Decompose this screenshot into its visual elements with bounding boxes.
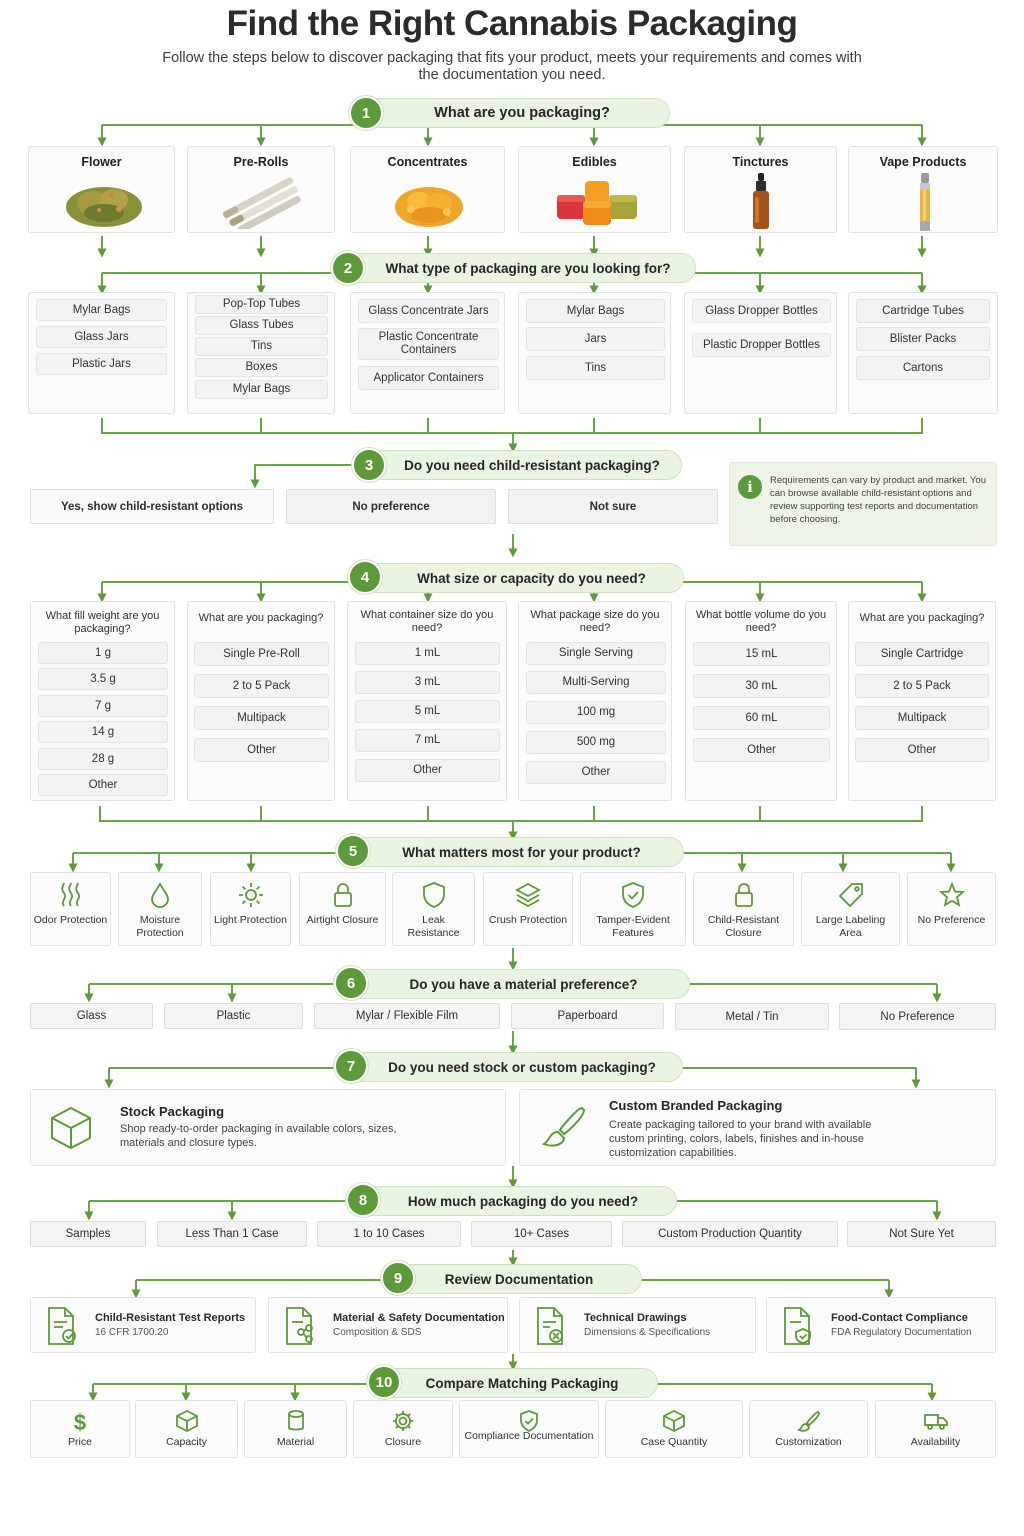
packaging-option[interactable]: Applicator Containers <box>358 366 499 390</box>
padlock-icon <box>329 881 357 909</box>
child-resistant-no-preference-option[interactable]: No preference <box>286 489 496 524</box>
compare-label: Closure <box>384 1436 422 1448</box>
pre-roll-image <box>216 177 308 229</box>
page-title: Find the Right Cannabis Packaging <box>226 4 798 43</box>
size-option[interactable]: Multipack <box>194 706 329 730</box>
step-badge: 3 <box>352 448 386 482</box>
product-name: Edibles <box>572 155 617 169</box>
document-subtitle: Dimensions & Specifications <box>584 1327 711 1338</box>
document-material-safety[interactable] <box>268 1297 508 1353</box>
material-option[interactable]: Mylar / Flexible Film <box>314 1003 500 1029</box>
packaging-option[interactable]: Boxes <box>195 358 328 377</box>
priority-label: Light Protection <box>214 914 287 926</box>
stock-packaging-title: Stock Packaging <box>120 1104 225 1119</box>
info-icon: i <box>738 475 762 499</box>
box-icon <box>175 1409 199 1433</box>
packaging-column-flower <box>28 292 175 414</box>
step-badge: 1 <box>349 96 383 130</box>
step-badge: 2 <box>331 251 365 285</box>
compare-case-quantity[interactable] <box>605 1400 743 1458</box>
step-question: What type of packaging are you looking for? <box>385 260 671 276</box>
priority-label: Large Labeling Area <box>815 914 886 939</box>
size-question: What container size do you need? <box>360 609 494 634</box>
svg-text:$: $ <box>73 1410 87 1433</box>
size-option[interactable]: 30 mL <box>693 674 830 698</box>
step-7-banner <box>341 1052 683 1082</box>
step-8-banner <box>353 1186 677 1216</box>
packaging-option[interactable]: Plastic Concentrate Containers <box>358 328 499 360</box>
packaging-option[interactable]: Glass Dropper Bottles <box>692 299 831 323</box>
quantity-option[interactable]: Not Sure Yet <box>847 1221 996 1247</box>
size-option[interactable]: 100 mg <box>526 701 666 724</box>
step-badge: 10 <box>367 1365 401 1399</box>
compare-customization[interactable] <box>749 1400 868 1458</box>
size-option[interactable]: 2 to 5 Pack <box>855 674 989 698</box>
compare-label: Availability <box>910 1436 961 1448</box>
priority-label: Leak Resistance <box>407 914 460 939</box>
size-option[interactable]: 14 g <box>38 721 168 743</box>
material-option[interactable]: No Preference <box>839 1003 996 1030</box>
product-card-concentrates[interactable] <box>350 146 505 233</box>
product-name: Flower <box>81 155 122 169</box>
priority-label: Airtight Closure <box>306 914 379 926</box>
odor-waves-icon <box>57 881 85 909</box>
water-drop-icon <box>146 881 174 909</box>
material-option[interactable]: Glass <box>30 1003 153 1029</box>
truck-icon <box>924 1409 948 1433</box>
custom-packaging-title: Custom Branded Packaging <box>609 1098 783 1113</box>
compare-label: Material <box>276 1436 315 1448</box>
packaging-column-tinctures <box>684 292 837 414</box>
priority-child-resistant-closure[interactable] <box>693 872 794 946</box>
quantity-option[interactable]: Samples <box>30 1221 146 1247</box>
compare-label: Capacity <box>166 1436 207 1448</box>
step-2-banner <box>338 253 696 283</box>
step-1-banner <box>356 98 670 128</box>
size-option[interactable]: 1 mL <box>355 642 500 665</box>
vape-cartridge-image <box>917 173 933 233</box>
child-resistant-info-callout <box>729 462 997 546</box>
priority-light-protection[interactable] <box>210 872 291 946</box>
size-column-edibles <box>518 601 672 801</box>
shield-icon <box>420 881 448 909</box>
document-shield-icon <box>781 1306 815 1346</box>
compare-label: Price <box>68 1436 92 1448</box>
step-10-banner <box>374 1368 658 1398</box>
packaging-option[interactable]: Cartons <box>856 356 990 380</box>
quantity-option[interactable]: 10+ Cases <box>471 1221 612 1247</box>
step-9-banner <box>388 1264 642 1294</box>
product-card-edibles[interactable] <box>518 146 671 233</box>
priority-label: Odor Protection <box>33 914 108 926</box>
quantity-option[interactable]: Less Than 1 Case <box>157 1221 307 1247</box>
product-card-vape-products[interactable] <box>848 146 998 233</box>
size-option[interactable]: Multipack <box>855 706 989 730</box>
step-6-banner <box>341 969 690 999</box>
packaging-option[interactable]: Glass Jars <box>36 326 167 348</box>
priority-large-labeling-area[interactable] <box>801 872 900 946</box>
size-column-concentrates <box>347 601 507 801</box>
concentrate-image <box>389 177 469 231</box>
compare-availability[interactable] <box>875 1400 996 1458</box>
info-note: Requirements can vary by product and market. You can browse available child-resistant options and review supporting test reports and documentation before choosing. <box>770 475 986 525</box>
size-option[interactable]: 2 to 5 Pack <box>194 674 329 698</box>
priority-airtight-closure[interactable] <box>299 872 386 946</box>
packaging-option[interactable]: Plastic Jars <box>36 353 167 375</box>
step-4-banner <box>355 563 684 593</box>
step-badge: 5 <box>336 834 370 868</box>
size-column-tinctures <box>685 601 837 801</box>
material-option[interactable]: Paperboard <box>511 1003 664 1029</box>
priority-label: Child-Resistant Closure <box>707 914 780 939</box>
size-option[interactable]: Other <box>194 738 329 762</box>
priority-label: Tamper-Evident Features <box>596 914 670 939</box>
size-option[interactable]: 3.5 g <box>38 668 168 690</box>
size-option[interactable]: Other <box>693 738 830 762</box>
size-question: What package size do you need? <box>530 609 660 634</box>
compare-price[interactable] <box>30 1400 130 1458</box>
packaging-option[interactable]: Mylar Bags <box>526 299 665 323</box>
step-badge: 6 <box>334 966 368 1000</box>
document-subtitle: 16 CFR 1700.20 <box>95 1327 169 1338</box>
size-question: What are you packaging? <box>198 612 324 624</box>
product-card-tinctures[interactable] <box>684 146 837 233</box>
size-option[interactable]: 3 mL <box>355 671 500 694</box>
size-column-pre-rolls <box>187 601 335 801</box>
size-column-vape <box>848 601 996 801</box>
paintbrush-icon <box>797 1409 821 1433</box>
packaging-option[interactable]: Plastic Dropper Bottles <box>692 333 831 357</box>
document-subtitle: Composition & SDS <box>333 1327 422 1338</box>
box-icon <box>662 1409 686 1433</box>
packaging-option[interactable]: Tins <box>195 337 328 356</box>
packaging-option[interactable]: Mylar Bags <box>36 299 167 321</box>
sun-icon <box>237 881 265 909</box>
size-option[interactable]: 500 mg <box>526 731 666 754</box>
stock-packaging-card[interactable] <box>30 1089 506 1166</box>
product-card-flower[interactable] <box>28 146 175 233</box>
priority-tamper-evident[interactable] <box>580 872 686 946</box>
child-resistant-not-sure-option[interactable]: Not sure <box>508 489 718 524</box>
product-name: Vape Products <box>879 155 967 169</box>
priority-label: Moisture Protection <box>136 914 184 939</box>
flower-bud-image <box>59 175 149 233</box>
child-resistant-yes-option[interactable]: Yes, show child-resistant options <box>30 489 274 524</box>
step-question: Compare Matching Packaging <box>425 1375 619 1391</box>
compare-label: Compliance Documentation <box>464 1430 594 1442</box>
priority-crush-protection[interactable] <box>483 872 573 946</box>
step-badge: 4 <box>348 560 382 594</box>
size-option[interactable]: Other <box>855 738 989 762</box>
step-question: Do you need stock or custom packaging? <box>388 1059 656 1075</box>
product-name: Tinctures <box>732 155 789 169</box>
step-badge: 7 <box>334 1049 368 1083</box>
size-option[interactable]: Other <box>38 774 168 796</box>
gear-icon <box>391 1409 415 1433</box>
step-badge: 9 <box>381 1261 415 1295</box>
custom-packaging-card[interactable] <box>519 1089 996 1166</box>
edibles-image <box>551 173 643 231</box>
quantity-option[interactable]: 1 to 10 Cases <box>317 1221 461 1247</box>
document-check-icon <box>45 1306 79 1346</box>
size-option[interactable]: Multi-Serving <box>526 671 666 694</box>
padlock-icon <box>730 881 758 909</box>
packaging-column-pre-rolls <box>187 292 335 414</box>
packaging-option[interactable]: Pop-Top Tubes <box>195 295 328 314</box>
priority-moisture-protection[interactable] <box>118 872 202 946</box>
compare-label: Customization <box>775 1436 842 1448</box>
document-title: Food-Contact Compliance <box>831 1312 968 1324</box>
priority-no-preference[interactable] <box>907 872 996 946</box>
packaging-column-vape <box>848 292 998 414</box>
size-option[interactable]: Other <box>355 759 500 782</box>
step-question: What are you packaging? <box>434 105 610 121</box>
document-molecule-icon <box>283 1306 317 1346</box>
layers-icon <box>514 881 542 909</box>
paintbrush-icon <box>538 1102 588 1152</box>
packaging-option[interactable]: Mylar Bags <box>195 380 328 399</box>
packaging-column-concentrates <box>350 292 505 414</box>
material-option[interactable]: Plastic <box>164 1003 303 1029</box>
step-question: Do you have a material preference? <box>409 976 638 992</box>
packaging-option[interactable]: Glass Tubes <box>195 316 328 335</box>
size-option[interactable]: Single Cartridge <box>855 642 989 666</box>
packaging-option[interactable]: Blister Packs <box>856 327 990 351</box>
packaging-option[interactable]: Jars <box>526 327 665 351</box>
product-name: Concentrates <box>387 155 468 169</box>
document-technical-drawings[interactable] <box>519 1297 756 1353</box>
step-question: What matters most for your product? <box>402 844 641 860</box>
size-question: What fill weight are you packaging? <box>45 610 160 635</box>
document-title: Child-Resistant Test Reports <box>95 1312 246 1324</box>
compare-material[interactable] <box>244 1400 347 1458</box>
page-subtitle: Follow the steps below to discover packaging that fits your product, meets your requirements and comes with the documentation you need. <box>162 50 862 83</box>
tag-icon <box>837 881 865 909</box>
compare-capacity[interactable] <box>135 1400 238 1458</box>
stock-packaging-description: Shop ready-to-order packaging in available colors, sizes, materials and closure types. <box>120 1123 397 1149</box>
document-ruler-icon <box>534 1306 568 1346</box>
size-option[interactable]: 15 mL <box>693 642 830 666</box>
packaging-option[interactable]: Glass Concentrate Jars <box>358 299 499 323</box>
compare-label: Case Quantity <box>640 1436 708 1448</box>
shield-check-icon <box>619 881 647 909</box>
star-icon <box>938 881 966 909</box>
size-question: What are you packaging? <box>859 612 985 624</box>
priority-label: No Preference <box>917 914 986 926</box>
size-column-flower <box>30 601 175 801</box>
tincture-bottle-image <box>749 173 773 233</box>
quantity-option[interactable]: Custom Production Quantity <box>622 1221 838 1247</box>
priority-leak-resistance[interactable] <box>392 872 475 946</box>
compare-compliance-documentation[interactable] <box>459 1400 599 1458</box>
product-card-pre-rolls[interactable] <box>187 146 335 233</box>
document-subtitle: FDA Regulatory Documentation <box>831 1327 972 1338</box>
step-5-banner <box>343 837 684 867</box>
size-option[interactable]: 60 mL <box>693 706 830 730</box>
priority-odor-protection[interactable] <box>30 872 111 946</box>
packaging-option[interactable]: Cartridge Tubes <box>856 299 990 323</box>
priority-label: Crush Protection <box>488 914 568 926</box>
custom-packaging-description: Create packaging tailored to your brand with available custom printing, colors, labels, finishes and in-house customization capabilities. <box>609 1119 872 1159</box>
size-option[interactable]: 5 mL <box>355 700 500 723</box>
cylinder-icon <box>284 1409 308 1433</box>
packaging-column-edibles <box>518 292 671 414</box>
size-option[interactable]: Single Serving <box>526 642 666 665</box>
document-title: Material & Safety Documentation <box>333 1312 505 1324</box>
size-option[interactable]: Single Pre-Roll <box>194 642 329 666</box>
step-question: Do you need child-resistant packaging? <box>404 457 660 473</box>
document-title: Technical Drawings <box>584 1312 687 1324</box>
box-icon <box>47 1104 95 1152</box>
material-option[interactable]: Metal / Tin <box>675 1003 829 1030</box>
size-option[interactable]: 1 g <box>38 642 168 664</box>
step-question: What size or capacity do you need? <box>417 570 646 586</box>
size-option[interactable]: 28 g <box>38 748 168 770</box>
step-badge: 8 <box>346 1183 380 1217</box>
document-child-resistant-reports[interactable] <box>30 1297 256 1353</box>
step-question: Review Documentation <box>444 1271 594 1287</box>
dollar-icon <box>68 1409 92 1433</box>
packaging-option[interactable]: Tins <box>526 356 665 380</box>
document-food-contact[interactable] <box>766 1297 996 1353</box>
size-question: What bottle volume do you need? <box>695 609 827 634</box>
step-question: How much packaging do you need? <box>407 1193 639 1209</box>
size-option[interactable]: Other <box>526 761 666 784</box>
size-option[interactable]: 7 g <box>38 695 168 717</box>
step-3-banner <box>358 450 682 480</box>
compare-closure[interactable] <box>353 1400 453 1458</box>
size-option[interactable]: 7 mL <box>355 729 500 752</box>
product-name: Pre-Rolls <box>233 155 289 169</box>
